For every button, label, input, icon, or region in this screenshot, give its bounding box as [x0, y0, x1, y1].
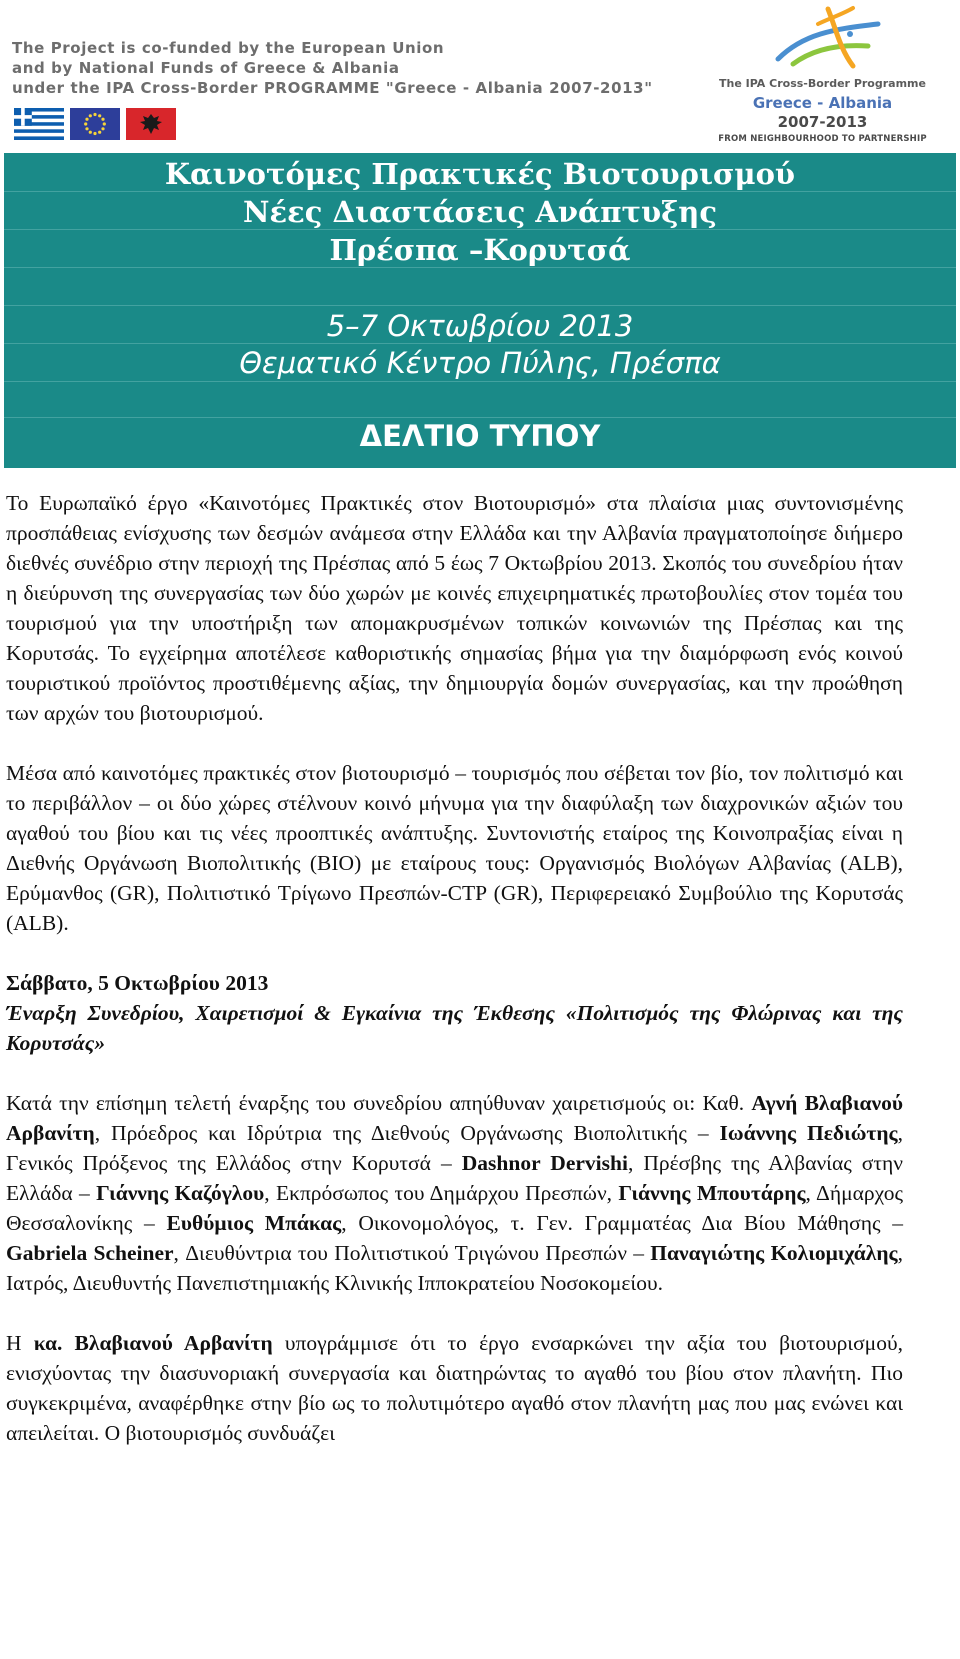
- paragraph-intro: Το Ευρωπαϊκό έργο «Καινοτόμες Πρακτικές στον Βιοτουρισμό» στα πλαίσια μιας συντονισμένης προσπάθειας ενίσχυσης των δεσμών ανάμεσα στην Ελλάδα και την Αλβανία πραγματοποίησε διήμερο διεθνές συνέδριο στην περιοχή της Πρέσπας από 5 έως 7 Οκτωβρίου 2013. Σκοπός του συνεδρίου ήταν η διεύρυνση της συνεργασίας των δύο χωρών με κοινές επιχειρηματικές πρωτοβουλίες στον τομέα του τουρισμού για την υποστήριξη των απομακρυσμένων τοπικών κοινωνιών της Πρέσπας και της Κορυτσάς. Το εγχείρημα αποτέλεσε καθοριστικής σημασίας βήμα για την διαμόρφωση ενός κοινού τουριστικού προϊόντος προστιθέμενης αξίας, την δημιουργία δομών συνεργασίας, και την προώθηση των αρχών του βιοτουρισμού.: [6, 491, 903, 725]
- paragraph-partners: Μέσα από καινοτόμες πρακτικές στον βιοτουρισμό – τουρισμός που σέβεται τον βίο, τον πολιτισμό και το περιβάλλον – οι δύο χώρες στέλνουν κοινό μήνυμα για την διαφύλαξη των διαχρονικών αξιών του αγαθού του βίου και τις νέες προοπτικές ανάπτυξης. Συντονιστής εταίρος της Κοινοπραξίας είναι η Διεθνής Οργάνωση Βιοπολιτικής (ΒΙΟ) με εταίρους τους: Οργανισμός Βιολόγων Αλβανίας (ALB), Ερύμανθος (GR), Πολιτιστικό Τρίγωνο Πρεσπών-CTP (GR), Περιφερειακό Συμβούλιο της Κορυτσάς (ALB).: [6, 761, 903, 935]
- text-span: , Ιατρός, Διευθυντής Πανεπιστημιακής Κλινικής Ιπποκρατείου Νοσοκομείου.: [6, 1241, 903, 1295]
- ipa-programme-logo: [700, 0, 960, 152]
- cofund-line-1: The Project is co-funded by the European Union: [12, 39, 445, 57]
- ipa-logo-line-4: FROM NEIGHBOURHOOD TO PARTNERSHIP: [718, 134, 927, 144]
- ipa-logo-line-2: Greece - Albania: [752, 94, 893, 112]
- paragraph-greetings: [6, 1088, 903, 1298]
- cofund-line-3: under the IPA Cross-Border PROGRAMME "Greece - Albania 2007-2013": [12, 79, 653, 97]
- text-span: Η: [6, 1331, 34, 1355]
- banner-date: 5–7 Οκτωβρίου 2013: [326, 309, 634, 343]
- greece-flag-icon: [14, 108, 64, 140]
- text-span: , Πρόεδρος και Ιδρύτρια της Διεθνούς Οργάνωσης Βιοπολιτικής –: [94, 1121, 720, 1145]
- speaker-name: κα. Βλαβιανού Αρβανίτη: [33, 1331, 273, 1355]
- ipa-logo-line-3: 2007-2013: [777, 113, 868, 131]
- text-span: , Δήμαρχος Θεσσαλονίκης –: [6, 1181, 903, 1235]
- speaker-name: Γιάννης Μπουτάρης: [618, 1181, 806, 1205]
- text-span: , Οικονομολόγος, τ. Γεν. Γραμματέας Δια Βίου Μάθησης –: [341, 1211, 903, 1235]
- cofund-line-2: and by National Funds of Greece & Albania: [12, 59, 400, 77]
- section-subtitle: Έναρξη Συνεδρίου, Χαιρετισμοί & Εγκαίνια της Έκθεσης «Πολιτισμός της Φλώρινας και της Κορυτσάς»: [6, 1001, 903, 1055]
- banner-title-line-3: Πρέσπα –Κορυτσά: [329, 233, 631, 267]
- text-span: , Πρέσβης της Αλβανίας στην Ελλάδα –: [6, 1151, 903, 1205]
- paragraph-president-remarks: [6, 1328, 903, 1448]
- speaker-name: Gabriela Scheiner: [6, 1241, 174, 1265]
- speaker-name: Ευθύμιος Μπάκας: [166, 1211, 342, 1235]
- speaker-name: Dashnor Dervishi: [461, 1151, 628, 1175]
- header: [0, 0, 960, 152]
- speaker-name: Γιάννης Καζόγλου: [96, 1181, 265, 1205]
- text-span: υπογράμμισε ότι το έργο ενσαρκώνει την αξία του βιοτουρισμού, ενισχύοντας την διασυνοριακή συνεργασία και διατηρώντας το αγαθό του βίου στον πλανήτη. Πιο συγκεκριμένα, αναφέρθηκε στην βίο ως το πολυτιμότερο αγαθό στον πλανήτη μας που μας ενώνει και απειλείται. Ο βιοτουρισμός συνδυάζει: [6, 1331, 903, 1445]
- banner-title-line-2: Νέες Διαστάσεις Ανάπτυξης: [242, 195, 718, 229]
- ipa-logo-line-1: The IPA Cross-Border Programme: [719, 77, 926, 90]
- albania-flag-icon: [126, 108, 176, 140]
- banner-venue: Θεματικό Κέντρο Πύλης, Πρέσπα: [239, 346, 721, 380]
- text-span: , Εκπρόσωπος του Δημάρχου Πρεσπών,: [264, 1181, 619, 1205]
- banner-title-line-1: Καινοτόμες Πρακτικές Βιοτουρισμού: [164, 157, 796, 191]
- article-body: [6, 488, 903, 1448]
- banner-divider: [4, 305, 956, 306]
- cofunding-statement: [12, 38, 653, 98]
- speaker-name: Παναγιώτης Κολιομιχάλης: [650, 1241, 898, 1265]
- title-banner: [4, 153, 956, 468]
- text-span: , Διευθύντρια του Πολιτιστικού Τριγώνου Πρεσπών –: [173, 1241, 651, 1265]
- ipa-swirl-logo-icon: [758, 4, 898, 74]
- text-span: Κατά την επίσημη τελετή έναρξης του συνεδρίου απηύθυναν χαιρετισμούς οι: Καθ.: [6, 1091, 752, 1115]
- eu-flag-icon: [70, 108, 120, 140]
- section-title: Σάββατο, 5 Οκτωβρίου 2013: [6, 971, 269, 995]
- text-span: , Γενικός Πρόξενος της Ελλάδος στην Κορυτσά –: [6, 1121, 903, 1175]
- speaker-name: Αγνή Βλαβιανού Αρβανίτη: [6, 1091, 904, 1145]
- speaker-name: Ιωάννης Πεδιώτης: [719, 1121, 898, 1145]
- press-release-label: ΔΕΛΤΙΟ ΤΥΠΟΥ: [359, 419, 601, 453]
